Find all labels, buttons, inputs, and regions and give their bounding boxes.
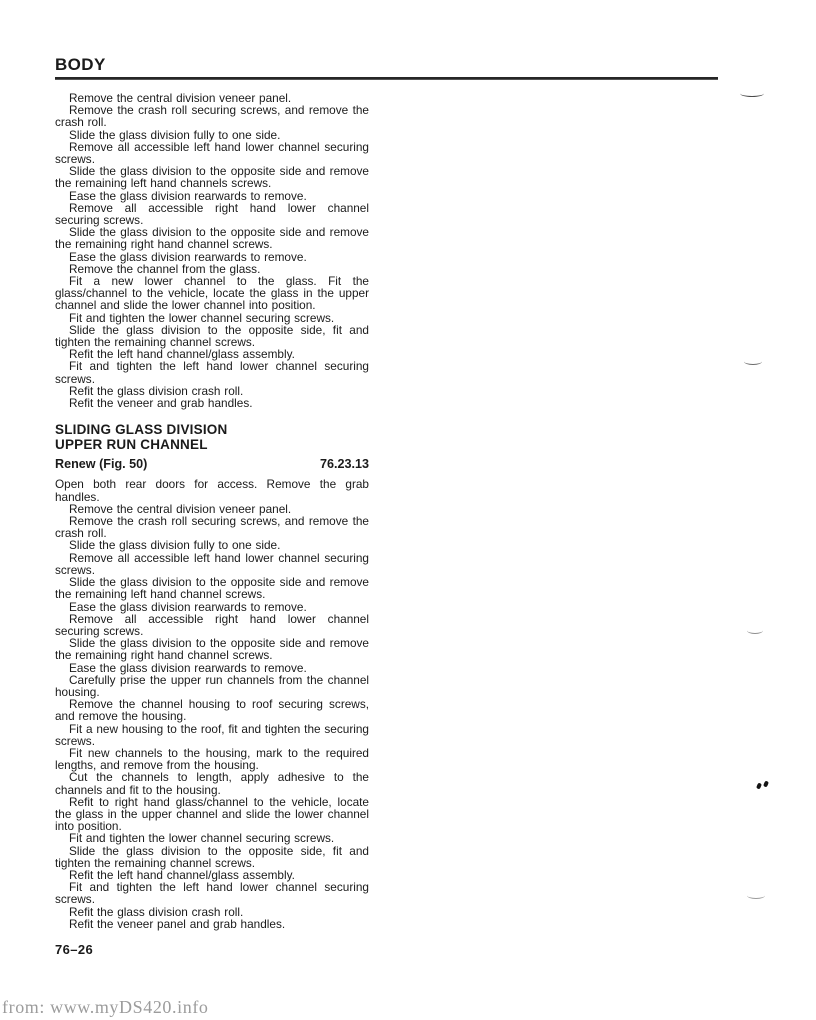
procedure-step: Fit a new housing to the roof, fit and tighten the securing screws. xyxy=(55,721,369,748)
scan-artifact xyxy=(740,90,764,97)
scan-artifact xyxy=(747,627,763,634)
scan-artifact xyxy=(744,358,762,365)
procedure-step: Remove the channel from the glass. xyxy=(69,261,261,276)
procedure-step: Remove the central division veneer panel. xyxy=(69,501,292,516)
scan-artifact xyxy=(757,781,771,790)
operation-subhead xyxy=(55,457,369,471)
procedure-step: Fit new channels to the housing, mark to the required lengths, and remove from the housing. xyxy=(55,745,369,773)
section-heading-line1: SLIDING GLASS DIVISION xyxy=(55,422,228,438)
procedure-step: Slide the glass division fully to one side. xyxy=(69,538,281,553)
procedure-step: Carefully prise the upper run channels from the channel housing. xyxy=(55,672,369,699)
section-heading-line2: UPPER RUN CHANNEL xyxy=(55,436,208,452)
procedure-step: Slide the glass division to the opposite side, fit and tighten the remaining channel screws. xyxy=(55,843,369,870)
procedure-step: Fit and tighten the lower channel securing screws. xyxy=(69,310,335,325)
section1-steps xyxy=(55,92,369,409)
procedure-step: Fit and tighten the left hand lower channel securing screws. xyxy=(55,880,369,907)
procedure-step: Refit the glass division crash roll. xyxy=(69,904,244,919)
procedure-step: Open both rear doors for access. Remove the grab handles. xyxy=(55,477,369,504)
section-heading xyxy=(55,423,369,452)
procedure-step: Refit the left hand channel/glass assembly. xyxy=(69,867,295,882)
procedure-step: Slide the glass division to the opposite side and remove the remaining left hand channels screws. xyxy=(55,164,369,191)
procedure-step: Remove all accessible left hand lower channel securing screws. xyxy=(55,139,369,167)
operation-label: Renew (Fig. 50) xyxy=(55,457,148,472)
procedure-step: Slide the glass division to the opposite side and remove the remaining left hand channel screws. xyxy=(55,575,369,602)
procedure-step: Fit and tighten the left hand lower channel securing screws. xyxy=(55,359,369,386)
procedure-step: Remove the channel housing to roof securing screws, and remove the housing. xyxy=(55,697,369,724)
procedure-step: Slide the glass division fully to one side. xyxy=(69,127,281,142)
procedure-step: Remove the crash roll securing screws, and remove the crash roll. xyxy=(55,514,369,541)
procedure-step: Slide the glass division to the opposite side and remove the remaining right hand channel screws. xyxy=(55,225,369,252)
procedure-step: Remove all accessible right hand lower channel securing screws. xyxy=(55,611,369,638)
procedure-step: Ease the glass division rearwards to remove. xyxy=(69,188,307,203)
procedure-step: Ease the glass division rearwards to remove. xyxy=(69,599,307,614)
section2-steps xyxy=(55,478,369,930)
procedure-step: Remove all accessible left hand lower channel securing screws. xyxy=(55,550,369,577)
procedure-step: Remove all accessible right hand lower channel securing screws. xyxy=(55,200,369,228)
watermark-text: from: www.myDS420.info xyxy=(2,997,209,1017)
procedure-step: Ease the glass division rearwards to remove. xyxy=(69,660,307,675)
procedure-step: Slide the glass division to the opposite side, fit and tighten the remaining channel screws. xyxy=(55,322,369,350)
procedure-step: Fit and tighten the lower channel securing screws. xyxy=(69,831,335,846)
header-rule xyxy=(55,77,718,80)
text-column xyxy=(55,92,369,930)
scan-artifact xyxy=(747,892,765,899)
procedure-step: Remove the crash roll securing screws, and remove the crash roll. xyxy=(55,103,369,130)
procedure-step: Fit a new lower channel to the glass. Fit the glass/channel to the vehicle, locate the glass in the upper channel and slide the lower channel into position. xyxy=(55,274,369,313)
procedure-step: Refit the left hand channel/glass assembly. xyxy=(69,347,295,362)
page-number: 76–26 xyxy=(55,942,94,957)
operation-number: 76.23.13 xyxy=(319,457,369,472)
procedure-step: Slide the glass division to the opposite side and remove the remaining right hand channel screws. xyxy=(55,636,369,663)
procedure-step: Ease the glass division rearwards to remove. xyxy=(69,249,307,264)
procedure-step: Cut the channels to length, apply adhesive to the channels and fit to the housing. xyxy=(55,770,369,797)
procedure-step: Refit the glass division crash roll. xyxy=(69,383,244,398)
procedure-step: Refit the veneer panel and grab handles. xyxy=(69,916,286,931)
procedure-step: Remove the central division veneer panel. xyxy=(69,91,292,105)
procedure-step: Refit to right hand glass/channel to the vehicle, locate the glass in the upper channel and slide the lower channel into position. xyxy=(55,794,369,834)
procedure-step: Refit the veneer and grab handles. xyxy=(69,396,253,411)
page-title: BODY xyxy=(55,55,106,74)
